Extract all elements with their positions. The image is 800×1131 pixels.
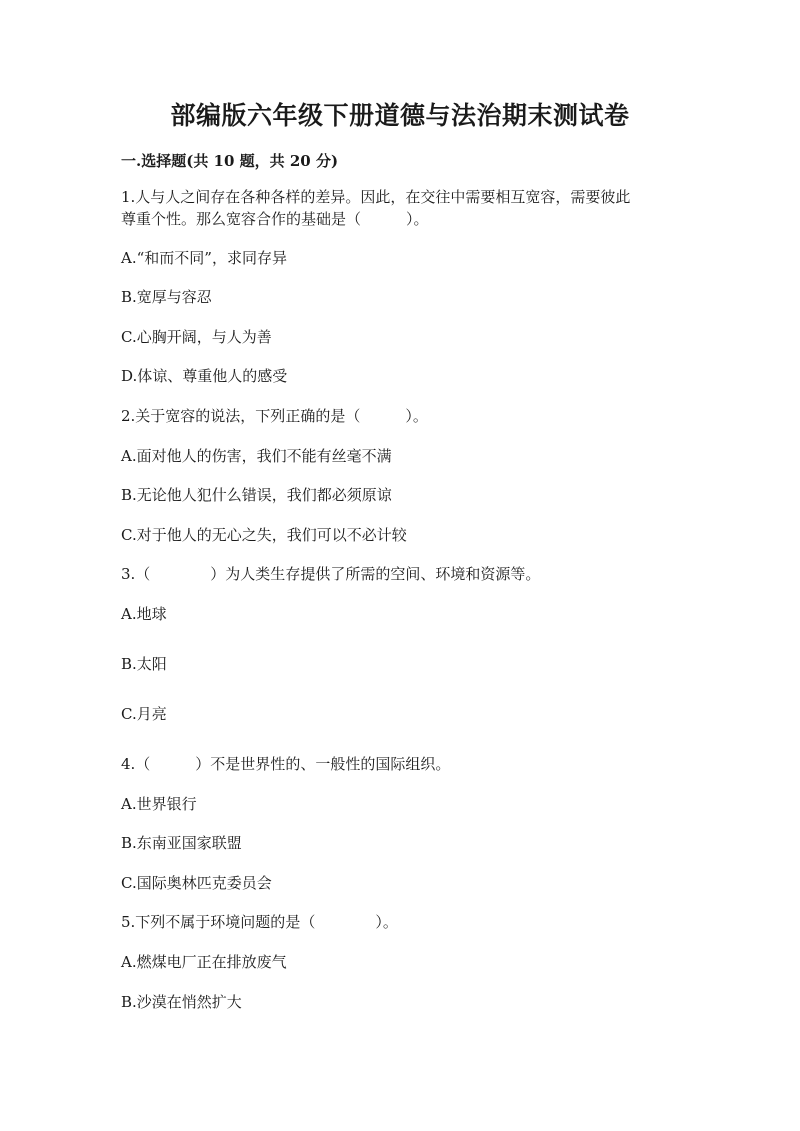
question-1-option-c: C.心胸开阔，与人为善 (121, 328, 272, 346)
question-4-option-c: C.国际奥林匹克委员会 (121, 874, 272, 892)
question-1-option-b: B.宽厚与容忍 (121, 288, 212, 306)
question-3-option-c: C.月亮 (121, 705, 167, 723)
question-5-stem: 5.下列不属于环境问题的是（ ）。 (121, 913, 398, 931)
question-4-stem: 4.（ ）不是世界性的、一般性的国际组织。 (121, 755, 451, 773)
question-2-option-c: C.对于他人的无心之失，我们可以不必计较 (121, 526, 407, 544)
question-5-option-b: B.沙漠在悄然扩大 (121, 993, 242, 1011)
question-3-stem: 3.（ ）为人类生存提供了所需的空间、环境和资源等。 (121, 565, 541, 583)
question-1-option-d: D.体谅、尊重他人的感受 (121, 367, 288, 385)
question-4-option-b: B.东南亚国家联盟 (121, 834, 242, 852)
question-3-option-b: B.太阳 (121, 655, 167, 673)
question-4-option-a: A.世界银行 (121, 795, 197, 813)
page-title: 部编版六年级下册道德与法治期末测试卷 (170, 101, 630, 130)
question-5-option-a: A.燃煤电厂正在排放废气 (121, 953, 287, 971)
question-2-option-b: B.无论他人犯什么错误，我们都必须原谅 (121, 486, 392, 504)
section-heading: 一.选择题(共 10 题，共 20 分) (121, 152, 339, 170)
question-3-option-a: A.地球 (121, 605, 167, 623)
question-1-option-a: A.“和而不同”，求同存异 (121, 249, 287, 267)
question-1-stem-line-2: 尊重个性。那么宽容合作的基础是（ ）。 (121, 210, 429, 228)
question-2-stem: 2.关于宽容的说法，下列正确的是（ ）。 (121, 407, 428, 425)
question-1-stem-line-1: 1.人与人之间存在各种各样的差异。因此，在交往中需要相互宽容，需要彼此 (121, 188, 631, 206)
question-2-option-a: A.面对他人的伤害，我们不能有丝毫不满 (121, 447, 392, 465)
